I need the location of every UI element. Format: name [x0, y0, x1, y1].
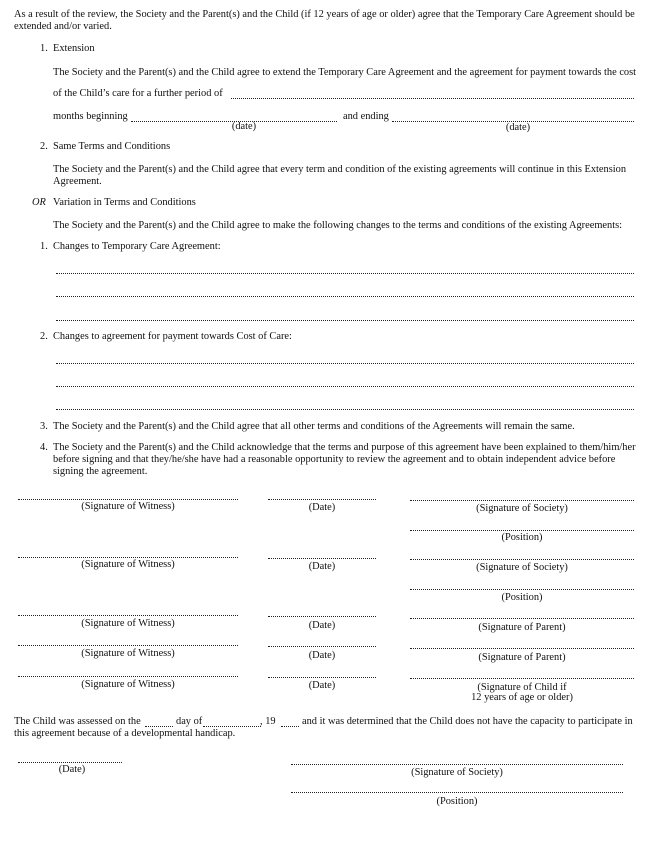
assessment-text-part1: The Child was assessed on the	[14, 716, 141, 727]
witness-signature-field-5[interactable]	[18, 666, 238, 677]
payment-changes-line-2[interactable]	[56, 376, 634, 387]
society-signature-field-1[interactable]	[410, 490, 634, 501]
assessment-day-field[interactable]	[145, 716, 173, 727]
assessment-text-part3: , 19	[260, 716, 276, 727]
position-caption-2: (Position)	[501, 592, 543, 603]
date-field-4[interactable]	[268, 636, 376, 647]
society-caption-2: (Signature of Society)	[476, 562, 568, 573]
extension-text-line1: The Society and the Parent(s) and the Child agree to extend the Temporary Care Agreement and the agreement for payment towards the cost	[53, 67, 637, 78]
date-caption-4: (Date)	[308, 650, 336, 661]
child-signature-field[interactable]	[410, 668, 634, 679]
date-caption-3: (Date)	[308, 620, 336, 631]
date-field-2[interactable]	[268, 548, 376, 559]
date-caption-1: (Date)	[308, 502, 336, 513]
final-society-caption: (Signature of Society)	[411, 767, 503, 778]
date-field-3[interactable]	[268, 606, 376, 617]
care-changes-line-1[interactable]	[56, 263, 634, 274]
final-position-field[interactable]	[291, 782, 623, 793]
variation-3-number: 3.	[40, 421, 48, 432]
date-caption-2: (Date)	[308, 561, 336, 572]
position-caption-1: (Position)	[501, 532, 543, 543]
final-position-caption: (Position)	[436, 796, 478, 807]
witness-signature-field-1[interactable]	[18, 489, 238, 500]
assessment-text-part2: day of	[176, 716, 203, 727]
parent-caption-2: (Signature of Parent)	[478, 652, 566, 663]
variation-title: Variation in Terms and Conditions	[53, 197, 196, 208]
date-field-5[interactable]	[268, 667, 376, 678]
assessment-month-field[interactable]	[203, 716, 261, 727]
child-caption-line2: 12 years of age or older)	[471, 692, 573, 703]
and-ending-label: and ending	[343, 111, 389, 122]
assessment-year-field[interactable]	[281, 716, 299, 727]
care-changes-line-2[interactable]	[56, 286, 634, 297]
payment-changes-line-1[interactable]	[56, 353, 634, 364]
months-beginning-label: months beginning	[53, 111, 128, 122]
witness-caption-5: (Signature of Witness)	[81, 679, 175, 690]
witness-caption-1: (Signature of Witness)	[81, 501, 175, 512]
extension-period-field[interactable]	[231, 88, 634, 99]
assessment-text-part4: and it was determined that the Child does not have the capacity to participate in	[302, 716, 633, 727]
date-caption-5: (Date)	[308, 680, 336, 691]
position-field-2[interactable]	[410, 579, 634, 590]
intro-text: As a result of the review, the Society and the Parent(s) and the Child (if 12 years of age or older) agree that the Temporary Care Agreement should be extended and/or varied.	[14, 9, 635, 32]
parent-signature-field-1[interactable]	[410, 608, 634, 619]
witness-signature-field-3[interactable]	[18, 605, 238, 616]
variation-1-number: 1.	[40, 241, 48, 252]
witness-caption-3: (Signature of Witness)	[81, 618, 175, 629]
final-date-field[interactable]	[18, 752, 122, 763]
witness-caption-4: (Signature of Witness)	[81, 648, 175, 659]
section-1-title: Extension	[53, 43, 95, 54]
section-1-number: 1.	[40, 43, 48, 54]
parent-caption-1: (Signature of Parent)	[478, 622, 566, 633]
date-field-1[interactable]	[268, 489, 376, 500]
variation-4-text: The Society and the Parent(s) and the Child acknowledge that the terms and purpose of this agreement have been explained to them/him/her before signing and that they/he/she have had a reasonable opportunity to review the agreement and to obtain independent advice before signing the agreement.	[53, 442, 636, 477]
parent-signature-field-2[interactable]	[410, 638, 634, 649]
ending-date-field[interactable]	[392, 111, 634, 122]
variation-4-number: 4.	[40, 442, 48, 453]
care-changes-line-3[interactable]	[56, 310, 634, 321]
witness-signature-field-2[interactable]	[18, 547, 238, 558]
position-field-1[interactable]	[410, 520, 634, 531]
beginning-date-caption: (date)	[231, 121, 257, 132]
variation-1-title: Changes to Temporary Care Agreement:	[53, 241, 221, 252]
witness-signature-field-4[interactable]	[18, 635, 238, 646]
final-date-caption: (Date)	[58, 764, 86, 775]
variation-text: The Society and the Parent(s) and the Child agree to make the following changes to the terms and conditions of the existing Agreements:	[53, 220, 623, 231]
variation-2-title: Changes to agreement for payment towards Cost of Care:	[53, 331, 292, 342]
assessment-text-line2: this agreement because of a developmental handicap.	[14, 728, 236, 739]
ending-date-caption: (date)	[505, 122, 531, 133]
payment-changes-line-3[interactable]	[56, 399, 634, 410]
variation-2-number: 2.	[40, 331, 48, 342]
section-2-title: Same Terms and Conditions	[53, 141, 171, 152]
witness-caption-2: (Signature of Witness)	[81, 559, 175, 570]
or-label: OR	[32, 197, 46, 208]
final-society-signature-field[interactable]	[291, 754, 623, 765]
variation-3-text: The Society and the Parent(s) and the Child agree that all other terms and conditions of the Agreements will remain the same.	[53, 421, 575, 432]
same-terms-text: The Society and the Parent(s) and the Child agree that every term and condition of the existing agreements will continue in this Extension Agreement.	[53, 164, 627, 187]
section-2-number: 2.	[40, 141, 48, 152]
child-caption-line1: (Signature of Child if	[477, 682, 567, 693]
society-signature-field-2[interactable]	[410, 549, 634, 560]
extension-text-line2: of the Child’s care for a further period of	[53, 88, 223, 99]
society-caption-1: (Signature of Society)	[476, 503, 568, 514]
